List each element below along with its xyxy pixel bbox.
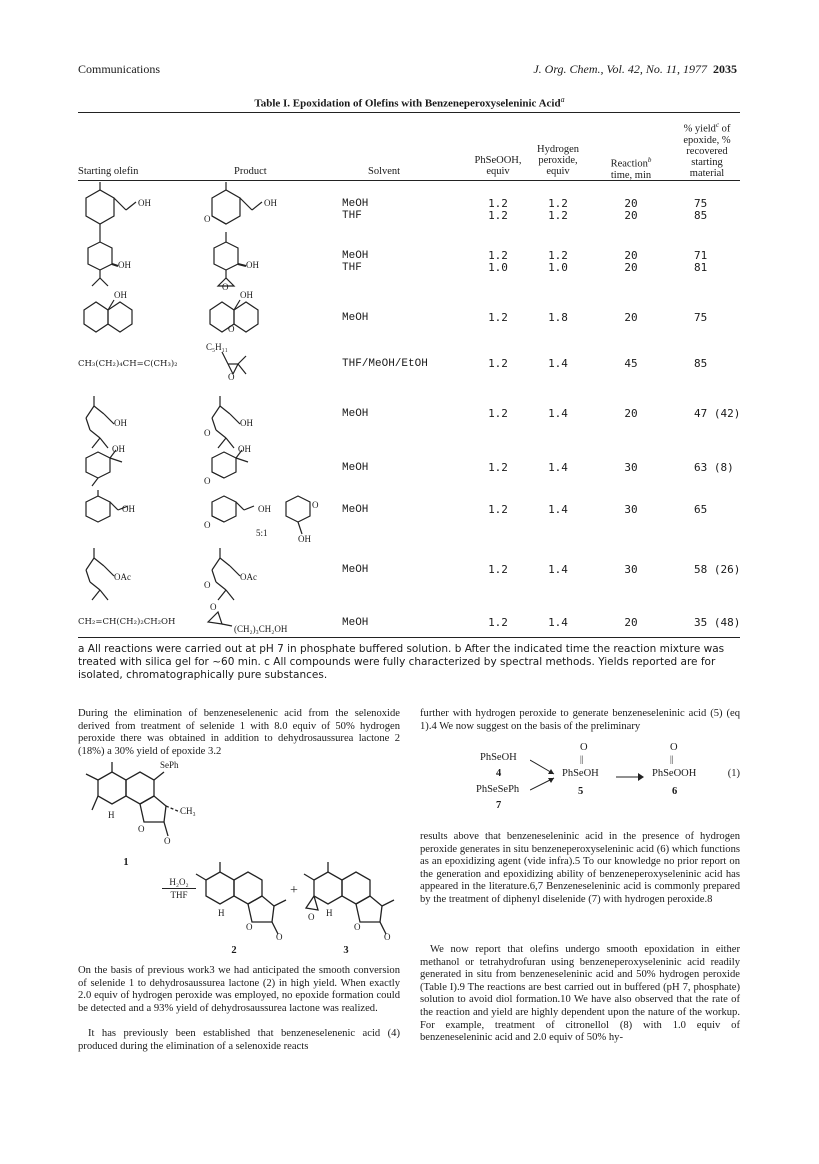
- col-h2o2-line2: peroxide,: [538, 155, 578, 166]
- table-footnote: a All reactions were carried out at pH 7 in phosphate buffered solution. b After the indicated time the reaction mixture was treated with silica gel for ~60 min. c All compounds were fully characterized by spectral methods. Yields reported are for isolated, chromatographically pure substances.: [78, 643, 725, 681]
- row1-start-structure: [78, 188, 178, 237]
- table-cell-line: MeOH: [342, 408, 369, 420]
- eq-phseoh-5: PhSeOH: [562, 768, 599, 779]
- col-yield-line4: starting: [691, 156, 723, 168]
- col-h2o2-line3: equiv: [546, 166, 570, 177]
- table-cell-line: MeOH: [342, 462, 369, 474]
- table-cell-solvent: [342, 312, 452, 324]
- row8-product-structure: [204, 548, 304, 609]
- row6-start-structure: [78, 444, 158, 493]
- table-cell-h2o2: [528, 358, 588, 370]
- table-cell-h2o2: [528, 617, 588, 629]
- col-time: [600, 155, 662, 181]
- col-phseooh-line1: PhSeOOH,: [474, 155, 522, 166]
- row2-start-oh: OH: [118, 260, 131, 270]
- col-product: Product: [234, 166, 267, 177]
- table-cell-solvent: [342, 504, 452, 516]
- table-cell-line: MeOH: [342, 504, 369, 516]
- scheme2-o-ring: O: [246, 922, 253, 932]
- table-cell-line: 1.4: [548, 563, 568, 576]
- table-cell-phseooh: [468, 504, 528, 516]
- table-cell-line: 71: [694, 249, 708, 262]
- scheme1-o-carbonyl: O: [164, 836, 171, 846]
- table-top-rule: [78, 112, 740, 113]
- col-h2o2-line1: Hydrogen: [537, 144, 579, 155]
- table-cell-time: [600, 198, 662, 222]
- row2-product-structure: [204, 236, 304, 297]
- scheme3-o-carbonyl: O: [384, 932, 391, 942]
- table-cell-yield: [694, 617, 754, 629]
- eq-number: (1): [727, 768, 740, 779]
- running-header-journal: [533, 62, 737, 77]
- row1-product-o: O: [204, 214, 211, 224]
- table-cell-line: 20: [624, 407, 638, 420]
- table-cell-line: THF/MeOH/EtOH: [342, 358, 428, 370]
- scheme-label-2: 2: [231, 945, 237, 956]
- table-cell-line: 1.2: [488, 197, 508, 210]
- left-paragraph-2: On the basis of previous work3 we had anticipated the smooth conversion of selenide 1 to dehydrosaussurea lactone (2) in high yield. When exactly 2.0 equiv of hydrogen peroxide was employed, no epoxide formation could be detected and a 93% yield of dehydrosaussurea lactone was realized.: [78, 965, 400, 1014]
- table-cell-line: MeOH: [342, 250, 369, 262]
- row6-product-oh: OH: [238, 444, 251, 454]
- col-starting-olefin: Starting olefin: [78, 166, 139, 177]
- scheme2-h: H: [218, 908, 225, 918]
- col-yield-line3: recovered: [686, 145, 728, 157]
- table-cell-line: 1.2: [548, 249, 568, 262]
- row5-product-oh: OH: [240, 418, 253, 428]
- table-header-rule: [78, 180, 740, 181]
- scheme-arrow: [162, 888, 196, 889]
- table-cell-line: 1.2: [548, 197, 568, 210]
- eq-phseooh-6: PhSeOOH: [652, 768, 697, 779]
- table-cell-line: 1.2: [488, 407, 508, 420]
- table-cell-time: [600, 408, 662, 420]
- scheme3-o-epoxide: O: [308, 912, 315, 922]
- table-cell-line: 1.4: [548, 357, 568, 370]
- left-paragraph-3: It has previously been established that benzeneselenenic acid (4) produced during the elimination of a selenoxide reacts: [78, 1028, 400, 1052]
- table-cell-line: 1.8: [548, 311, 568, 324]
- eq-phseoh-4: PhSeOH: [480, 752, 517, 763]
- eq-label-4: 4: [496, 768, 502, 779]
- table-cell-line: THF: [342, 262, 362, 274]
- table-cell-line: MeOH: [342, 564, 369, 576]
- row9-product-o: O: [210, 602, 217, 612]
- table-cell-line: 85: [694, 209, 708, 222]
- table-cell-line: MeOH: [342, 312, 369, 324]
- table-cell-line: 45: [624, 357, 638, 370]
- table-cell-phseooh: [468, 358, 528, 370]
- table-cell-line: 75: [694, 197, 708, 210]
- journal-citation: J. Org. Chem., Vol. 42, No. 11, 1977: [533, 62, 707, 76]
- eq-label-7: 7: [496, 800, 502, 811]
- table-cell-line: MeOH: [342, 198, 369, 210]
- table-cell-yield: [694, 358, 754, 370]
- table-cell-line: 63 (8): [694, 461, 734, 474]
- row3-product-structure: [204, 290, 284, 341]
- table-cell-line: 30: [624, 461, 638, 474]
- col-yield-line1: % yield$^c$ of: [683, 121, 731, 135]
- table-cell-solvent: [342, 462, 452, 474]
- table-cell-line: 1.2: [488, 209, 508, 222]
- row1-product-structure: [204, 188, 304, 237]
- col-h2o2: [528, 144, 588, 177]
- table-cell-yield: [694, 408, 754, 420]
- col-yield: [672, 120, 742, 179]
- table-cell-line: 1.2: [488, 357, 508, 370]
- table-title-text: Table I. Epoxidation of Olefins with Benzeneperoxyseleninic Acid: [254, 97, 561, 110]
- table-cell-line: 20: [624, 261, 638, 274]
- scheme-reagent-top: H₂O₂: [169, 877, 189, 887]
- table-cell-solvent: [342, 198, 452, 222]
- table-cell-line: 30: [624, 563, 638, 576]
- row7-start-oh: OH: [122, 504, 135, 514]
- row7-start-structure: [78, 492, 168, 537]
- table-cell-line: 20: [624, 311, 638, 324]
- right-paragraph-2: results above that benzeneseleninic acid in the presence of hydrogen peroxide generates in situ benzeneperoxyseleninic acid (6) which functions as an epoxidizing agent (vide infra).5 To our knowledge no prior report on the generation and epoxidizing ability of benzeneperoxyseleninic acid has appeared in the literature.6,7 Benzeneseleninic acid is commonly prepared by the treatment of diphenyl diselenide (7) with hydrogen peroxide.8: [420, 831, 740, 905]
- table-cell-line: THF: [342, 210, 362, 222]
- eq-double-bond-6: ||: [670, 754, 674, 764]
- row7-product2-o: O: [312, 500, 319, 510]
- table-cell-yield: [694, 198, 754, 222]
- row5-start-oh: OH: [114, 418, 127, 428]
- table-cell-time: [600, 617, 662, 629]
- table-cell-line: 35 (48): [694, 616, 741, 629]
- table-cell-solvent: [342, 564, 452, 576]
- row3-start-structure: [78, 290, 158, 341]
- scheme-reagents: [162, 877, 196, 900]
- row3-start-oh: OH: [114, 290, 127, 300]
- table-cell-line: 1.4: [548, 407, 568, 420]
- scheme1-o-ring: O: [138, 824, 145, 834]
- table-title: [0, 95, 819, 110]
- table-cell-yield: [694, 462, 754, 474]
- table-cell-h2o2: [528, 462, 588, 474]
- scheme-compound-2: [196, 860, 296, 945]
- table-cell-h2o2: [528, 408, 588, 420]
- table-cell-line: 1.4: [548, 616, 568, 629]
- table-cell-time: [600, 250, 662, 274]
- table-cell-solvent: [342, 617, 452, 629]
- table-title-note: a: [560, 95, 565, 104]
- col-yield-line2: epoxide, %: [683, 134, 731, 146]
- scheme-compound-3: [304, 860, 404, 945]
- table-cell-h2o2: [528, 564, 588, 576]
- table-cell-phseooh: [468, 617, 528, 629]
- row2-start-structure: [78, 236, 178, 293]
- table-cell-phseooh: [468, 198, 528, 222]
- table-cell-solvent: [342, 358, 452, 370]
- table-cell-line: 1.4: [548, 461, 568, 474]
- table-cell-line: 1.2: [488, 503, 508, 516]
- scheme3-h: H: [326, 908, 333, 918]
- row9-product-chain: (CH₂)₃CH₂OH: [234, 624, 288, 634]
- eq-o-6: O: [670, 742, 678, 753]
- table-cell-phseooh: [468, 250, 528, 274]
- col-yield-line5: material: [689, 167, 725, 179]
- row4-start-formula: CH₃(CH₂)₄CH=C(CH₃)₂: [78, 359, 178, 369]
- right-paragraph-1: further with hydrogen peroxide to generate benzeneseleninic acid (5) (eq 1).4 We now suggest on the basis of the preliminary: [420, 708, 740, 732]
- col-time-line1: Reaction$^b$: [610, 156, 652, 170]
- table-cell-h2o2: [528, 504, 588, 516]
- table-cell-line: 1.2: [488, 311, 508, 324]
- table-cell-line: 1.2: [488, 249, 508, 262]
- scheme-label-3: 3: [343, 945, 349, 956]
- row7-product-o: O: [204, 520, 211, 530]
- table-cell-yield: [694, 564, 754, 576]
- table-cell-line: 47 (42): [694, 407, 741, 420]
- table-cell-yield: [694, 504, 754, 516]
- eq-o-5: O: [580, 742, 588, 753]
- scheme-label-1: 1: [123, 857, 129, 868]
- table-bottom-rule: [78, 637, 740, 638]
- row6-product-o: O: [204, 476, 211, 486]
- row4-product-formula: C₅H₁₁: [206, 342, 228, 352]
- table-cell-line: 75: [694, 311, 708, 324]
- table-cell-line: 65: [694, 503, 708, 516]
- table-cell-line: 20: [624, 616, 638, 629]
- row2-product-o: O: [222, 282, 229, 292]
- table-cell-line: 1.2: [488, 616, 508, 629]
- row7-product-structure: [204, 488, 344, 553]
- table-cell-time: [600, 564, 662, 576]
- table-cell-time: [600, 312, 662, 324]
- table-cell-phseooh: [468, 408, 528, 420]
- col-time-line2: time, min: [610, 169, 652, 181]
- row3-product-o: O: [228, 324, 235, 334]
- col-phseooh-line2: equiv: [486, 166, 510, 177]
- eq-phsesephp-7: PhSeSePh: [476, 784, 520, 795]
- eq-arrow-icon: [616, 772, 646, 782]
- row2-product-oh: OH: [246, 260, 259, 270]
- table-cell-h2o2: [528, 250, 588, 274]
- row8-product-o: O: [204, 580, 211, 590]
- eq-double-bond-5: ||: [580, 754, 584, 764]
- row6-product-structure: [204, 444, 284, 493]
- table-cell-line: 1.4: [548, 503, 568, 516]
- row9-product-structure: [204, 602, 288, 637]
- table-cell-yield: [694, 312, 754, 324]
- left-paragraph-1: During the elimination of benzeneselenenic acid from the selenoxide derived from treatment of selenide 1 with 8.0 equiv of 50% hydrogen peroxide there was obtained in addition to dehydrosaussurea lactone 2 (18%) a 30% yield of epoxide 3.2: [78, 708, 400, 757]
- table-cell-time: [600, 462, 662, 474]
- row7-product-oh: OH: [258, 504, 271, 514]
- equation-1: [420, 742, 740, 830]
- row1-product-oh: OH: [264, 198, 277, 208]
- row6-start-oh: OH: [112, 444, 125, 454]
- scheme-compound-1: [78, 760, 218, 855]
- row8-start-structure: [78, 548, 178, 609]
- table-cell-phseooh: [468, 564, 528, 576]
- table-cell-line: 20: [624, 209, 638, 222]
- row8-start-oac: OAc: [114, 572, 131, 582]
- table-cell-phseooh: [468, 312, 528, 324]
- scheme1-h: H: [108, 810, 115, 820]
- scheme1-seph: SePh: [160, 760, 179, 770]
- scheme2-o-carbonyl: O: [276, 932, 283, 942]
- page-number: 2035: [713, 62, 737, 76]
- row8-product-oac: OAc: [240, 572, 257, 582]
- row7-product2-oh: OH: [298, 534, 311, 544]
- table-cell-line: 1.2: [548, 209, 568, 222]
- table-cell-line: 1.2: [488, 563, 508, 576]
- table-cell-phseooh: [468, 462, 528, 474]
- table-cell-solvent: [342, 250, 452, 274]
- table-cell-solvent: [342, 408, 452, 420]
- table-cell-line: 81: [694, 261, 708, 274]
- table-cell-time: [600, 504, 662, 516]
- table-cell-line: 1.0: [548, 261, 568, 274]
- row4-product-o: O: [228, 372, 235, 382]
- table-cell-line: 58 (26): [694, 563, 741, 576]
- row5-product-o: O: [204, 428, 211, 438]
- row7-ratio: 5:1: [256, 528, 268, 538]
- col-solvent: Solvent: [368, 166, 401, 177]
- table-cell-line: 30: [624, 503, 638, 516]
- table-cell-line: 1.0: [488, 261, 508, 274]
- scheme1-ch3: CH₃: [180, 806, 196, 816]
- scheme-reagent-bottom: THF: [170, 890, 188, 900]
- col-phseooh: [468, 155, 528, 177]
- table-cell-time: [600, 358, 662, 370]
- table-cell-yield: [694, 250, 754, 274]
- table-cell-line: MeOH: [342, 617, 369, 629]
- running-header-section: Communications: [78, 62, 160, 76]
- right-paragraph-3: We now report that olefins undergo smooth epoxidation in either methanol or tetrahydrofuran using benzeneperoxyseleninic acid readily generated in situ from benzeneseleninic acid and 50% hydrogen peroxide (Table I).9 The reactions are best carried out in buffered (pH 7, phosphate) solution to avoid diol formation.10 We have also observed that the rate of the reaction and yield are highly dependent upon the nature of the workup. For example, treatment of citronellol (8) with 1.0 equiv of benzeneseleninic acid and 2.0 equiv of 50% hy-: [420, 944, 740, 1044]
- table-cell-line: 85: [694, 357, 708, 370]
- scheme-plus: +: [290, 883, 298, 898]
- row1-start-oh: OH: [138, 198, 151, 208]
- row4-product-structure: [204, 342, 264, 387]
- table-cell-line: 20: [624, 197, 638, 210]
- row9-start-formula: CH₂=CH(CH₂)₂CH₂OH: [78, 617, 176, 627]
- scheme3-o-ring: O: [354, 922, 361, 932]
- table-cell-h2o2: [528, 312, 588, 324]
- row3-product-oh: OH: [240, 290, 253, 300]
- table-cell-h2o2: [528, 198, 588, 222]
- table-cell-line: 1.2: [488, 461, 508, 474]
- table-cell-line: 20: [624, 249, 638, 262]
- eq-label-5: 5: [578, 786, 584, 797]
- eq-label-6: 6: [672, 786, 678, 797]
